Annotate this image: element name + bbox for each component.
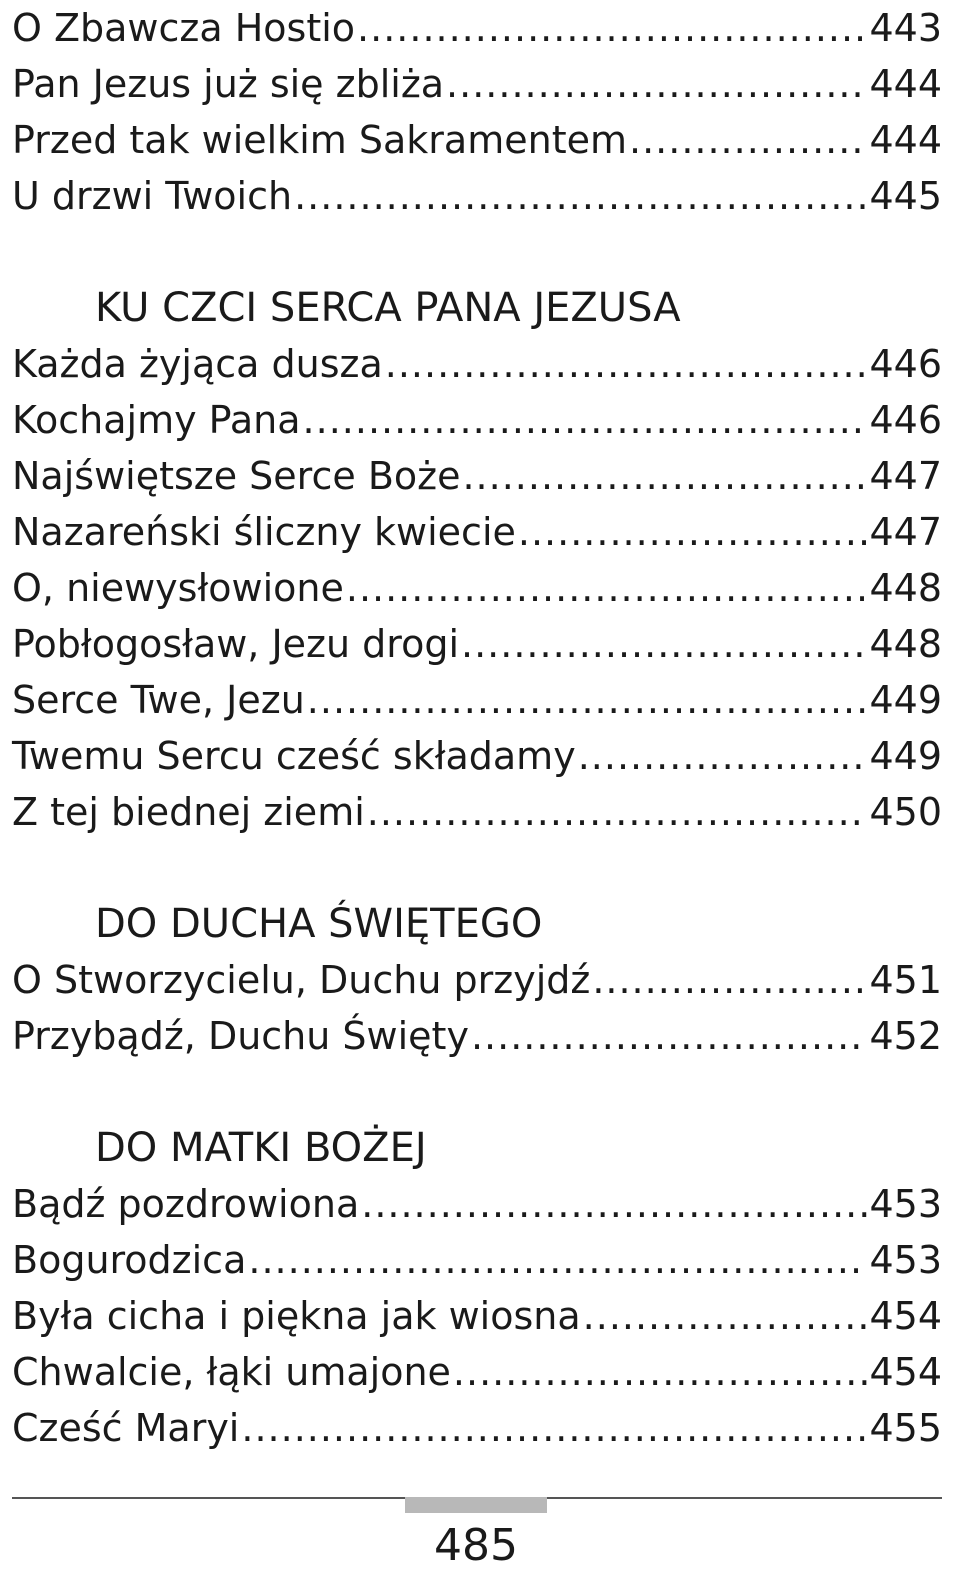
table-of-contents bbox=[12, 0, 942, 1456]
entry-page-number: 446 bbox=[869, 398, 942, 442]
entry-page-number: 448 bbox=[869, 566, 942, 610]
page-number: 485 bbox=[434, 1520, 518, 1571]
dot-leader bbox=[461, 616, 867, 672]
toc-entry bbox=[12, 112, 942, 168]
entry-title: Bądź pozdrowiona bbox=[12, 1182, 360, 1226]
entry-page-number: 455 bbox=[869, 1406, 942, 1450]
entry-page-number: 444 bbox=[869, 118, 942, 162]
toc-entry bbox=[12, 1008, 942, 1064]
toc-entry bbox=[12, 56, 942, 112]
dot-leader bbox=[303, 392, 868, 448]
entry-title: Serce Twe, Jezu bbox=[12, 678, 305, 722]
dot-leader bbox=[361, 1176, 867, 1232]
entry-title: Pan Jezus już się zbliża bbox=[12, 62, 445, 106]
footer-tab bbox=[405, 1497, 547, 1513]
dot-leader bbox=[462, 448, 867, 504]
toc-entry bbox=[12, 616, 942, 672]
entry-title: Pobłogosław, Jezu drogi bbox=[12, 622, 460, 666]
dot-leader bbox=[294, 168, 867, 224]
entry-title: Była cicha i piękna jak wiosna bbox=[12, 1294, 581, 1338]
toc-entry bbox=[12, 0, 942, 56]
entry-title: Twemu Sercu cześć składamy bbox=[12, 734, 576, 778]
dot-leader bbox=[346, 560, 868, 616]
toc-section bbox=[12, 1120, 942, 1456]
toc-entry bbox=[12, 1288, 942, 1344]
toc-entry bbox=[12, 560, 942, 616]
dot-leader bbox=[385, 336, 868, 392]
dot-leader bbox=[241, 1400, 867, 1456]
toc-entry bbox=[12, 1176, 942, 1232]
dot-leader bbox=[592, 952, 867, 1008]
entry-title: Chwalcie, łąki umajone bbox=[12, 1350, 451, 1394]
entry-title: Kochajmy Pana bbox=[12, 398, 301, 442]
toc-entry bbox=[12, 952, 942, 1008]
entry-page-number: 445 bbox=[869, 174, 942, 218]
entry-title: Bogurodzica bbox=[12, 1238, 247, 1282]
entry-title: O Stworzycielu, Duchu przyjdź bbox=[12, 958, 591, 1002]
toc-entry bbox=[12, 504, 942, 560]
toc-entry bbox=[12, 784, 942, 840]
dot-leader bbox=[367, 784, 868, 840]
entry-page-number: 454 bbox=[869, 1350, 942, 1394]
entry-page-number: 444 bbox=[869, 62, 942, 106]
entry-page-number: 446 bbox=[869, 342, 942, 386]
entry-title: U drzwi Twoich bbox=[12, 174, 293, 218]
entry-page-number: 447 bbox=[869, 510, 942, 554]
entry-page-number: 447 bbox=[869, 454, 942, 498]
dot-leader bbox=[357, 0, 867, 56]
entry-title: Z tej biednej ziemi bbox=[12, 790, 365, 834]
entry-page-number: 443 bbox=[869, 6, 942, 50]
toc-entry bbox=[12, 448, 942, 504]
dot-leader bbox=[518, 504, 868, 560]
entry-title: Najświętsze Serce Boże bbox=[12, 454, 461, 498]
entry-page-number: 454 bbox=[869, 1294, 942, 1338]
toc-entry bbox=[12, 672, 942, 728]
entry-title: Przybądź, Duchu Święty bbox=[12, 1014, 469, 1058]
section-heading: DO MATKI BOŻEJ bbox=[95, 1125, 427, 1171]
toc-entry bbox=[12, 168, 942, 224]
toc-section bbox=[12, 280, 942, 840]
entry-title: Przed tak wielkim Sakramentem bbox=[12, 118, 627, 162]
entry-title: O Zbawcza Hostio bbox=[12, 6, 356, 50]
dot-leader bbox=[307, 672, 868, 728]
section-heading: DO DUCHA ŚWIĘTEGO bbox=[95, 901, 543, 947]
entry-page-number: 448 bbox=[869, 622, 942, 666]
toc-section bbox=[12, 0, 942, 224]
entry-page-number: 449 bbox=[869, 734, 942, 778]
dot-leader bbox=[453, 1344, 868, 1400]
entry-title: O, niewysłowione bbox=[12, 566, 344, 610]
dot-leader bbox=[446, 56, 867, 112]
toc-entry bbox=[12, 728, 942, 784]
entry-page-number: 453 bbox=[869, 1238, 942, 1282]
entry-title: Cześć Maryi bbox=[12, 1406, 240, 1450]
dot-leader bbox=[629, 112, 867, 168]
section-heading: KU CZCI SERCA PANA JEZUSA bbox=[95, 285, 681, 331]
dot-leader bbox=[471, 1008, 868, 1064]
entry-page-number: 450 bbox=[869, 790, 942, 834]
toc-entry bbox=[12, 336, 942, 392]
dot-leader bbox=[578, 728, 868, 784]
dot-leader bbox=[248, 1232, 867, 1288]
toc-entry bbox=[12, 1400, 942, 1456]
entry-title: Nazareński śliczny kwiecie bbox=[12, 510, 516, 554]
entry-page-number: 449 bbox=[869, 678, 942, 722]
entry-page-number: 452 bbox=[869, 1014, 942, 1058]
toc-entry bbox=[12, 1232, 942, 1288]
dot-leader bbox=[583, 1288, 868, 1344]
entry-page-number: 451 bbox=[869, 958, 942, 1002]
toc-entry bbox=[12, 392, 942, 448]
entry-page-number: 453 bbox=[869, 1182, 942, 1226]
entry-title: Każda żyjąca dusza bbox=[12, 342, 383, 386]
toc-entry bbox=[12, 1344, 942, 1400]
toc-section bbox=[12, 896, 942, 1064]
